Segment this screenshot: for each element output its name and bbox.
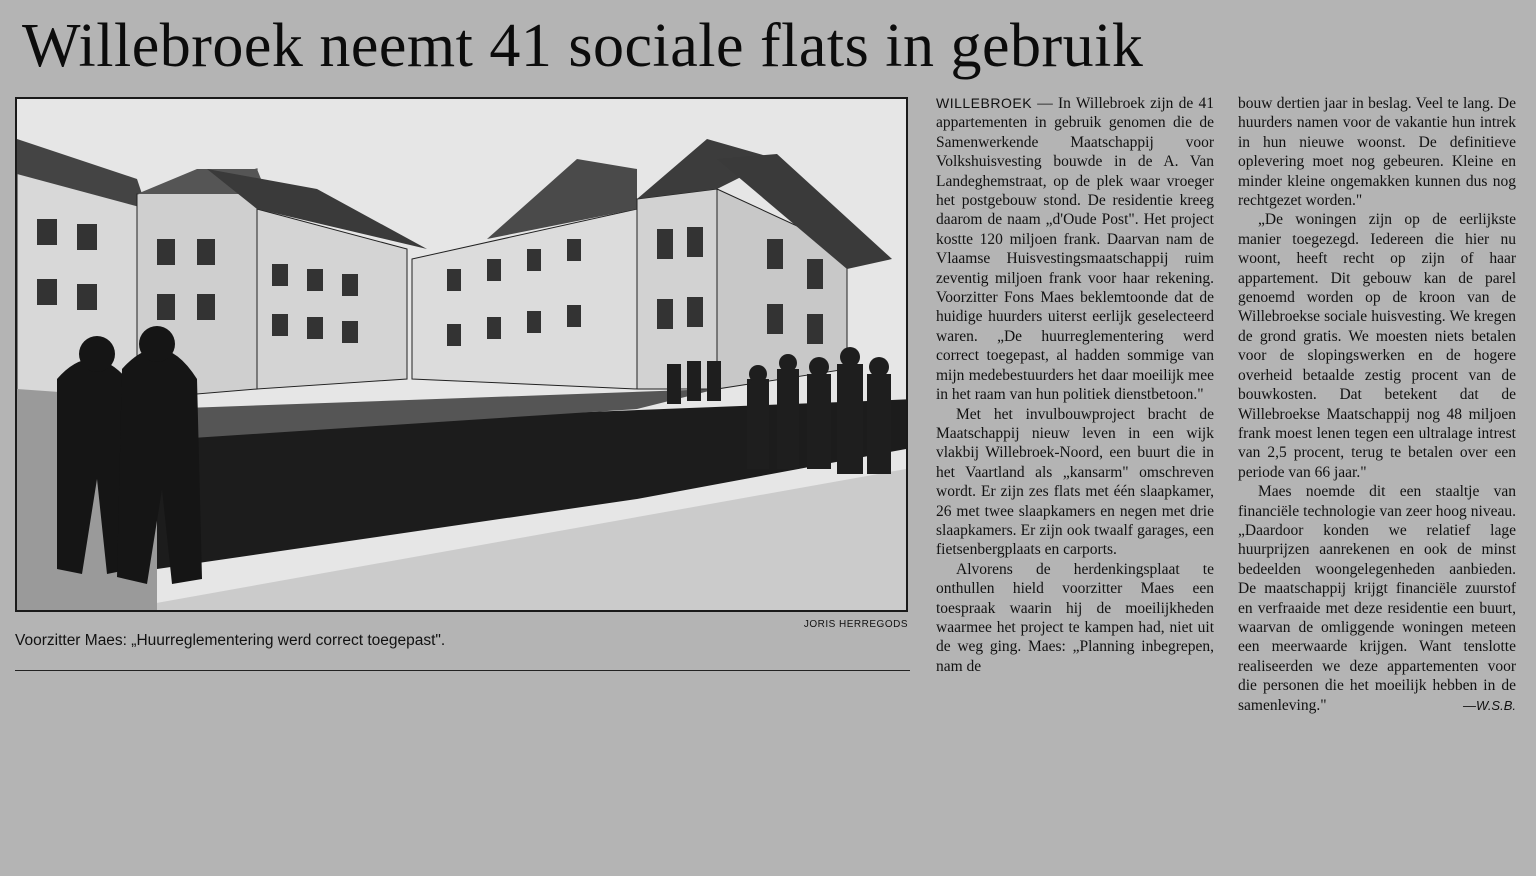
- article-text: Maes noemde dit een staaltje van financiële technologie van zeer hoog niveau. „Daardoor konden we relatief lage huurprijzen aanrekenen en ook de minst bedeelden woongelegenheden aanbieden. De maatschappij krijgt financiële zuurstof en verfraaide met deze residentie een buurt, waarvan de omliggende woningen meteen een meerwaarde krijgen. Want tenslotte realiseerden we deze appartementen voor die personen die het moeilijk hebben in de samenleving.": [1238, 483, 1516, 714]
- photo-illustration: [17, 99, 906, 610]
- article-paragraph: „De woningen zijn op de eerlijkste manier toegezegd. Iedereen die hier nu woont, heeft recht op zijn of haar appartement. Dit gebouw kan de parel genoemd worden op de kroon van de Willebroekse sociale huisvesting. We kregen de grond gratis. We moesten niets betalen voor de slopingswerken en de hogere overheid betaalde zestig procent van de bouwkosten. Dat betekent dat de Willebroekse Maatschappij nog 48 miljoen frank moest lenen tegen een ultralage intrest van 2,5 procent, terug te betalen over een periode van 66 jaar.": [1238, 211, 1516, 481]
- headline: Willebroek neemt 41 sociale flats in gebruik: [22, 12, 1144, 80]
- author-signature: —W.S.B.: [1463, 697, 1516, 713]
- article-text: — In Willebroek zijn de 41 appartementen in gebruik genomen die de Samenwerkende Maatschappij voor Volkshuisvesting bouwde in de A. Van Landeghemstraat, op de plek waar vroeger het postgebouw stond. De residentie kreeg daarom de naam „d'Oude Post". Het project kostte 120 miljoen frank. Daarvan nam de Vlaamse Huisvestingsmaatschappij ruim zeventig miljoen frank voor haar rekening. Voorzitter Fons Maes beklemtoonde dat de huidige huurders uiterst eerlijk geselecteerd waren. „De huurreglementering werd correct toegepast, al hadden sommige van mijn medebestuurders het daar moeilijk mee in het raam van hun politiek dienstbetoon.": [936, 95, 1215, 404]
- dateline: WILLEBROEK: [936, 95, 1033, 111]
- article-column-1: [936, 94, 1214, 676]
- news-photo: [15, 97, 908, 612]
- article-column-2: [1238, 94, 1516, 715]
- article-paragraph: [936, 94, 1214, 405]
- article-paragraph: Met het invulbouwproject bracht de Maatschappij nieuw leven in een wijk vlakbij Willebroek-Noord, een buurt die in het Vaartland als „kansarm" omschreven wordt. Er zijn zes flats met één slaapkamer, 26 met twee slaapkamers en negen met drie slaapkamers. Er zijn ook twaalf garages, een fietsenbergplaats en carports.: [936, 405, 1214, 559]
- photo-caption: Voorzitter Maes: „Huurreglementering werd correct toegepast".: [15, 632, 446, 649]
- article-paragraph: bouw dertien jaar in beslag. Veel te lang. De huurders namen voor de vakantie hun intrek in hun nieuwe woonst. De definitieve oplevering moet nog gebeuren. Kleine en minder kleine ongemakken kunnen dus nog rechtgezet worden.": [1238, 95, 1516, 210]
- photo-credit: JORIS HERREGODS: [803, 619, 908, 630]
- caption-divider: [15, 670, 910, 671]
- article-paragraph: Alvorens de herdenkingsplaat te onthullen hield voorzitter Maes een toespraak waarin hij de moeilijkheden waarmee het project te kampen had, niet uit de weg ging. Maes: „Planning inbegrepen, nam de: [936, 560, 1214, 675]
- article-paragraph: [1238, 482, 1516, 715]
